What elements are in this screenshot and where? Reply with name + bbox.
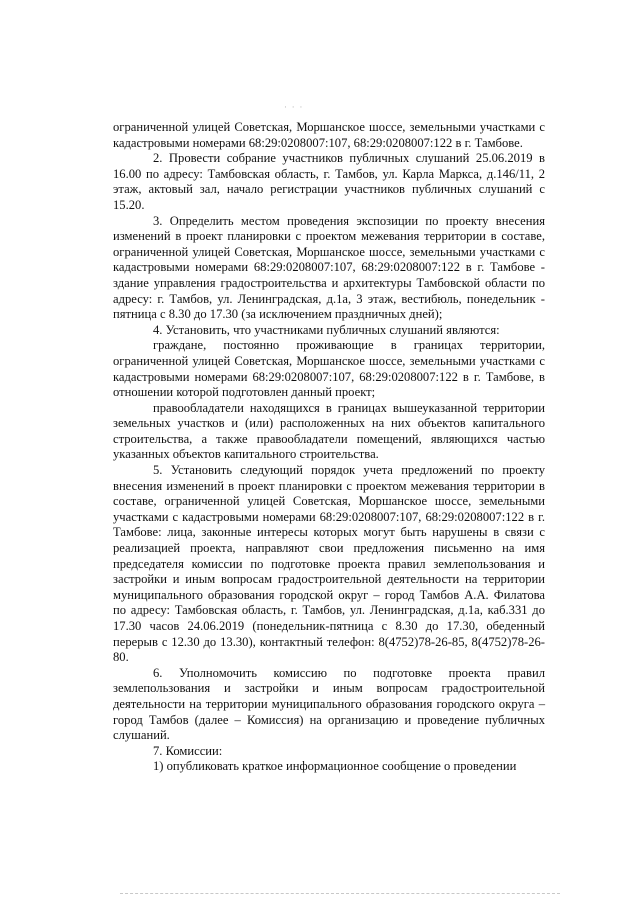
paragraph-item-3: 3. Определить местом проведения экспозиции по проекту внесения изменений в проект планировки с проектом межевания территории в составе, ограниченной улицей Советская, Моршанское шоссе, земельными участками с кадастровыми номерами 68:29:0208007:107, 68:29:0208007:122 в г. Тамбове - здание управления градостроительства и архитектуры Тамбовской области по адресу: г. Тамбов, ул. Ленинградская, д.1а, 3 этаж, вестибюль, понедельник - пятница с 8.30 до 17.30 (за исключением праздничных дней); [113,213,545,322]
paragraph-participants-citizens: граждане, постоянно проживающие в границах территории, ограниченной улицей Советская, Моршанское шоссе, земельными участками с кадастровыми номерами 68:29:0208007:107, 68:29:0208007:122 в г. Тамбове, в отношении которой подготовлен данный проект; [113,338,545,400]
paragraph-participants-owners: правообладатели находящихся в границах вышеуказанной территории земельных участков и (или) расположенных на них объектов капитального строительства, а также правообладатели помещений, являющихся частью указанных объектов капитального строительства. [113,400,545,462]
paragraph-item-6: 6. Уполномочить комиссию по подготовке проекта правил землепользования и застройки и иным вопросам градостроительной деятельности на территории муниципального образования городского округа – город Тамбов (далее – Комиссия) на организацию и проведение публичных слушаний. [113,665,545,743]
scan-bottom-edge [120,893,560,896]
paragraph-continuation: ограниченной улицей Советская, Моршанское шоссе, земельными участками с кадастровыми номерами 68:29:0208007:107, 68:29:0208007:122 в г. Тамбове. [113,120,545,150]
paragraph-item-2: 2. Провести собрание участников публичных слушаний 25.06.2019 в 16.00 по адресу: Тамбовская область, г. Тамбов, ул. Карла Маркса, д.146/11, 2 этаж, актовый зал, начало регистрации участников публичных слушаний с 15.20. [113,151,545,212]
paragraph-item-7: 7. Комиссии: [153,743,223,758]
document-body [113,120,545,775]
paragraph-item-5: 5. Установить следующий порядок учета предложений по проекту внесения изменений в проект планировки с проектом межевания территории в составе, ограниченной улицей Советская, Моршанское шоссе, земельными участками с кадастровыми номерами 68:29:0208007:107, 68:29:0208007:122 в г. Тамбове: лица, законные интересы которых могут быть нарушены в связи с реализацией проекта, направляют свои предложения письменно на имя председателя комиссии по подготовке проекта правил землепользования и застройки и иным вопросам градостроительной деятельности на территории муниципального образования городской округ – город Тамбов А.А. Филатова по адресу: Тамбовская область, г. Тамбов, ул. Ленинградская, д.1а, каб.331 до 17.30 часов 24.06.2019 (понедельник-пятница с 8.30 до 17.30, обеденный перерыв с 12.30 до 13.30), контактный телефон: 8(4752)78-26-85, 8(4752)78-26-80. [113,463,545,665]
paragraph-item-7-1: 1) опубликовать краткое информационное сообщение о проведении [153,759,517,774]
paragraph-item-4: 4. Установить, что участниками публичных слушаний являются: [153,322,500,337]
scan-artifact: · · · [284,103,304,113]
